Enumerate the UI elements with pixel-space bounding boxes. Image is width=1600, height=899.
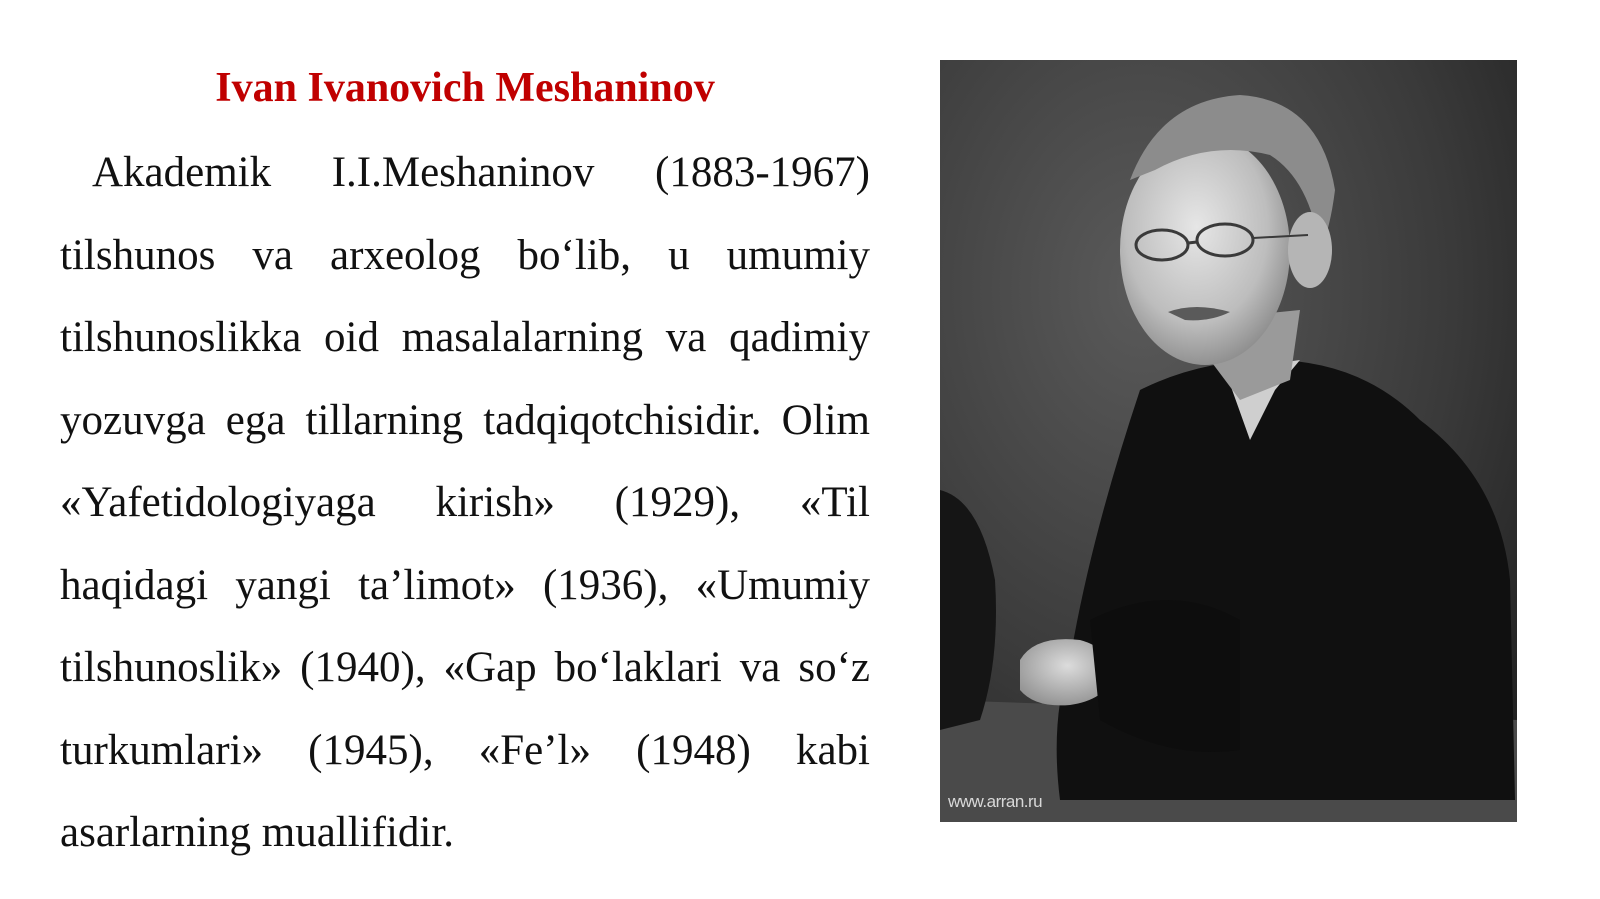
portrait-photo — [940, 60, 1517, 822]
slide-title: Ivan Ivanovich Meshaninov — [215, 65, 715, 111]
biography-paragraph: Akademik I.I.Meshaninov (1883-1967) tilshunos va arxeolog bo‘lib, u umumiy tilshunoslikka oid masalalarning va qadimiy yozuvga ega tillarning tadqiqotchisidir. Olim «Yafetidologiyaga kirish» (1929), «Til haqidagi yangi ta’limot» (1936), «Umumiy tilshunoslik» (1940), «Gap bo‘laklari va so‘z turkumlari» (1945), «Fe’l» (1948) kabi asarlarning muallifidir. — [60, 149, 870, 856]
portrait-illustration — [940, 60, 1517, 822]
photo-watermark: www.arran.ru — [948, 792, 1043, 811]
